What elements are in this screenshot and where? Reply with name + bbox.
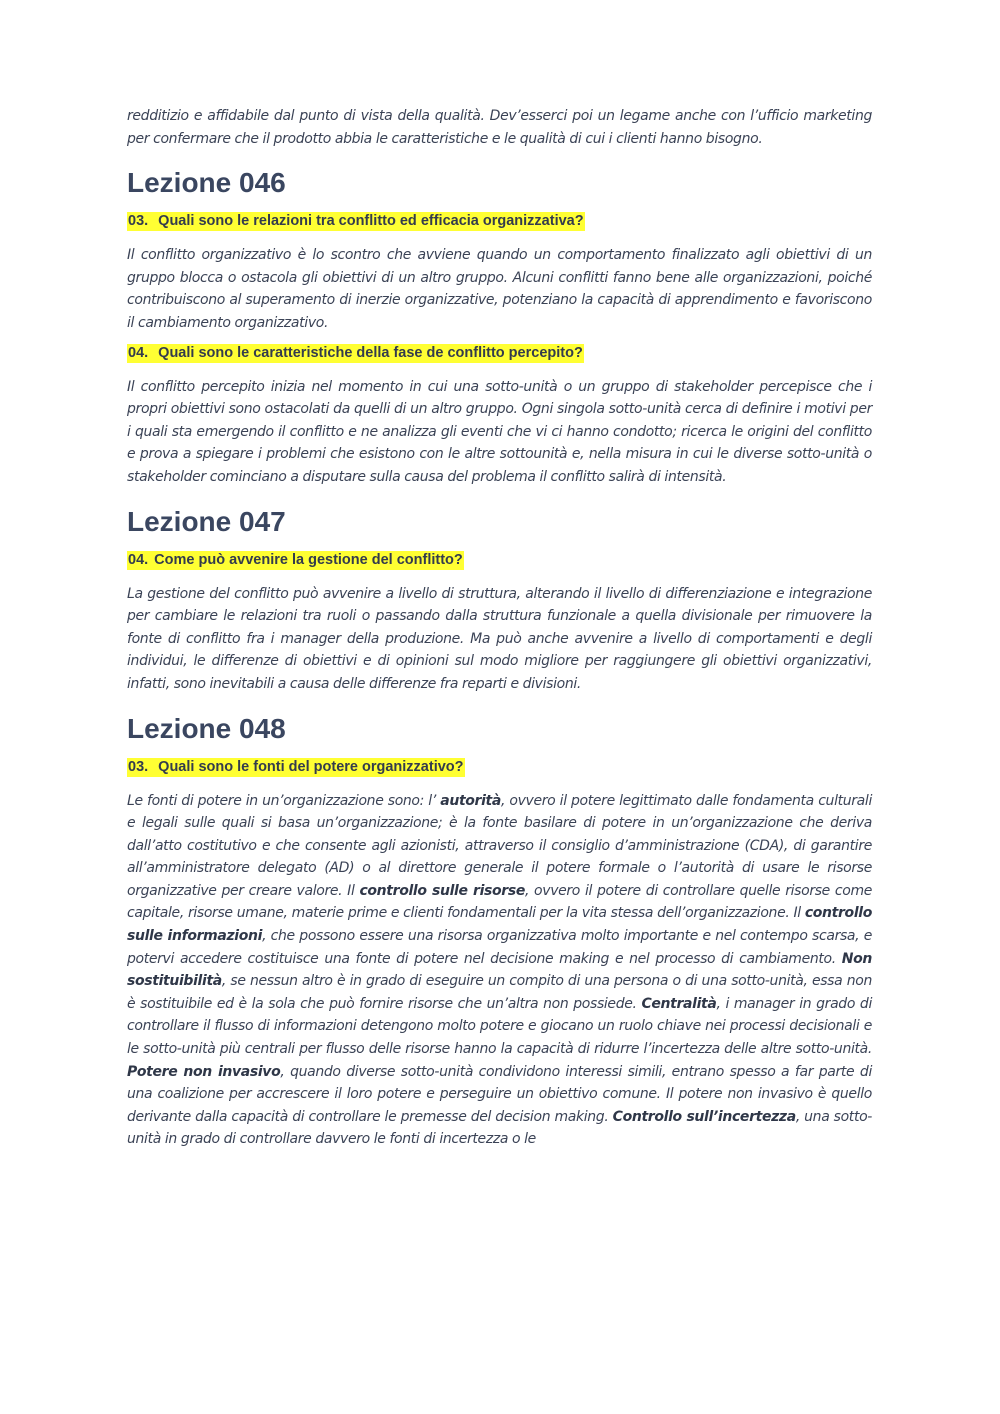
lesson-title-047: Lezione 047 bbox=[127, 505, 286, 537]
answer-segment: , i manager in grado di controllare il flusso di informazioni detengono molto potere e giocano un ruolo chiave nei processi decisionali e le sotto-unità più centrali per flusso delle risorse hanno la capacità di ridurre l’incertezza delle altre sotto-unità. bbox=[127, 995, 872, 1058]
answer-segment: , quando diverse sotto-unità condividono interessi simili, entrano spesso a far parte di una coalizione per accrescere il loro potere e perseguire un obiettivo comune. Il potere non invasivo è quello derivante dalla capacità di controllare le premesse del decision making. bbox=[127, 1063, 872, 1125]
question-heading bbox=[127, 758, 872, 777]
answer-bold-term: controllo sulle risorse bbox=[359, 882, 525, 899]
question-highlight bbox=[127, 344, 584, 363]
answer-bold-term: Potere non invasivo bbox=[127, 1063, 281, 1080]
answer-segment: , se nessun altro è in grado di eseguire un compito di una persona o di una sotto-unità, essa non è sostituibile ed è la sola che può fornire risorse che un’altra non possiede. bbox=[127, 973, 872, 1012]
question-number: 04. bbox=[128, 344, 149, 361]
answer-segment: , una sotto-unità in grado di controllare davvero le fonti di incertezza o le bbox=[127, 1108, 873, 1148]
lesson-title-048: Lezione 048 bbox=[127, 712, 286, 744]
answer-bold-term: controllo sulle informazioni bbox=[127, 905, 872, 945]
intro-paragraph: redditizio e affidabile dal punto di vista della qualità. Dev’esserci poi un legame anche con l’ufficio marketing per confermare che il prodotto abbia le caratteristiche e le qualità di cui i clienti hanno bisogno. bbox=[127, 108, 872, 147]
answer-paragraph bbox=[127, 790, 872, 1152]
lesson-title-046: Lezione 046 bbox=[127, 167, 286, 199]
answer-segment: , ovvero il potere di controllare quelle risorse come capitale, risorse umane, materie prime e clienti fondamentali per la vita stessa dell’organizzazione. Il bbox=[127, 882, 872, 922]
question-highlight bbox=[127, 551, 464, 570]
question-highlight bbox=[127, 758, 465, 777]
answer-paragraph: Il conflitto percepito inizia nel momento in cui una sotto-unità o un gruppo di stakeholder percepisce che i propri obiettivi sono ostacolati da quelli di un altro gruppo. Ogni singola sotto-unità cerca di definire i motivi per i quali sta emergendo il conflitto e ne analizza gli eventi che vi ci hanno condotto; ricerca le origini del conflitto e prova a spiegare i problemi che esistono con le altre sottounità e, nella misura in cui le diverse sotto-unità o stakeholder cominciano a disputare sulla causa del problema il conflitto salirà di intensità. bbox=[127, 378, 872, 485]
document-page bbox=[127, 105, 872, 1151]
answer-segment: , ovvero il potere legittimato dalle fondamenta culturali e legali sulle quali si basa un’organizzazione; è la fonte basilare di potere in un’organizzazione che deriva dall’atto costitutivo e che consente agli azionisti, attraverso il consiglio d’amministrazione (CDA), di garantire all’amministratore delegato (AD) o al direttore generale il potere formale o l’autorità di usare le risorse organizzative per creare valore. Il bbox=[127, 792, 872, 899]
question-highlight bbox=[127, 212, 585, 231]
question-heading bbox=[127, 551, 872, 570]
answer-segment: , che possono essere una risorsa organizzativa molto importante e nel contempo scarsa, e potervi accedere costituisce una fonte di potere nel decisione making e nel processo di cambiamento. bbox=[127, 928, 872, 967]
question-heading bbox=[127, 344, 872, 363]
question-text: Quali sono le fonti del potere organizzativo? bbox=[158, 758, 464, 775]
question-text: Quali sono le relazioni tra conflitto ed efficacia organizzativa? bbox=[158, 213, 584, 230]
answer-paragraph: Il conflitto organizzativo è lo scontro che avviene quando un comportamento finalizzato agli obiettivi di un gruppo blocca o ostacola gli obiettivi di un altro gruppo. Alcuni conflitti fanno bene alle organizzazioni, poiché contribuiscono al superamento di inerzie organizzative, potenziano la capacità di apprendimento e favoriscono il cambiamento organizzativo. bbox=[127, 247, 872, 331]
question-text: Quali sono le caratteristiche della fase de conflitto percepito? bbox=[158, 344, 583, 361]
question-heading bbox=[127, 212, 872, 231]
question-number: 04. bbox=[128, 551, 149, 568]
answer-bold-term: Centralità bbox=[641, 995, 717, 1012]
question-number: 03. bbox=[128, 758, 149, 775]
answer-segment: Le fonti di potere in un’organizzazione sono: l’ bbox=[127, 792, 441, 809]
answer-paragraph: La gestione del conflitto può avvenire a livello di struttura, alterando il livello di differenziazione e integrazione per cambiare le relazioni tra ruoli o passando dalla struttura funzionale a quella divisionale per rimuovere la fonte di conflitto fra i manager della produzione. Ma può anche avvenire a livello di comportamenti e degli individui, le differenze di obiettivi e di opinioni sul modo migliore per raggiungere gli obiettivi organizzativi, infatti, sono inevitabili a causa delle differenze fra reparti e divisioni. bbox=[127, 585, 872, 692]
answer-bold-term: autorità bbox=[440, 792, 502, 809]
question-number: 03. bbox=[128, 213, 149, 230]
question-text: Come può avvenire la gestione del conflitto? bbox=[154, 551, 463, 568]
answer-bold-term: Controllo sull’incertezza bbox=[612, 1108, 796, 1125]
answer-bold-term: Non sostituibilità bbox=[127, 950, 872, 990]
